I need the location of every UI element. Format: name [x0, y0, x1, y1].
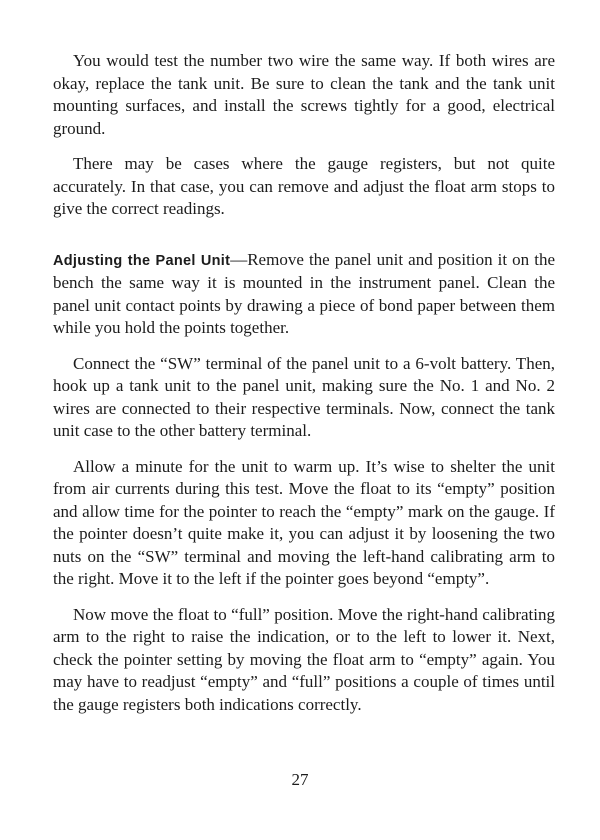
paragraph-text: Allow a minute for the unit to warm up. It’s wise to shelter the unit from air currents during this test. Move the float to its “empty” position and allow time for the pointer to reach the “empty” mark on the gauge. If the pointer doesn’t quite make it, you can adjust it by loosening the two nuts on the “SW” terminal and moving the left-hand calibrating arm to the right. Move it to the left if the pointer goes beyond “empty”. [53, 456, 555, 588]
paragraph-text: —Remove the panel unit and position it on the bench the same way it is mounted in the instrument panel. Clean the panel unit contact points by drawing a piece of bond paper between them while you hold the points together. [53, 249, 555, 337]
paragraph-adjusting-panel-unit [53, 249, 555, 340]
paragraph-test-wire [53, 50, 555, 140]
page-body [53, 50, 555, 729]
paragraph-text: You would test the number two wire the same way. If both wires are okay, replace the tank unit. Be sure to clean the tank and the tank unit mounting surfaces, and install the screws tightly for a good, electrical ground. [53, 51, 555, 138]
paragraph-text: There may be cases where the gauge registers, but not quite accurately. In that case, you can remove and adjust the float arm stops to give the correct readings. [53, 154, 555, 218]
paragraph-full-position [53, 604, 555, 717]
page-number: 27 [291, 770, 309, 789]
paragraph-connect-battery [53, 353, 555, 443]
paragraph-inaccurate-gauge [53, 153, 555, 221]
section-heading: Adjusting the Panel Unit [53, 252, 231, 269]
paragraph-text: Now move the float to “full” position. Move the right-hand calibrating arm to the right to raise the indication, or to the left to lower it. Next, check the pointer setting by moving the float arm to “empty” again. You may have to readjust “empty” and “full” positions a couple of times until the gauge registers both indications correctly. [53, 604, 555, 714]
paragraph-warm-up [53, 456, 555, 591]
paragraph-text: Connect the “SW” terminal of the panel unit to a 6-volt battery. Then, hook up a tank unit to the panel unit, making sure the No. 1 and No. 2 wires are connected to their respective terminals. Now, connect the tank unit case to the other battery terminal. [53, 353, 555, 440]
